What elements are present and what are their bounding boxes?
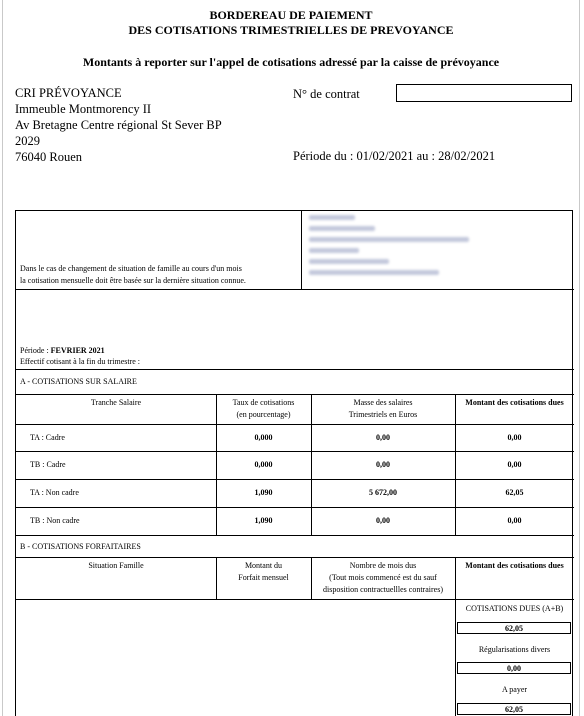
payer-label: A payer bbox=[501, 685, 528, 694]
regul-value: 0,00 bbox=[457, 662, 571, 674]
row-masse: 0,00 bbox=[376, 433, 390, 442]
col-tranche-header: Tranche Salaire bbox=[90, 398, 142, 407]
row-masse: 0,00 bbox=[376, 516, 390, 525]
table-row bbox=[16, 479, 574, 507]
redacted-employer-address bbox=[301, 211, 573, 289]
divider bbox=[16, 535, 574, 536]
row-tranche: TB : Cadre bbox=[30, 460, 66, 469]
table-row bbox=[16, 424, 574, 451]
row-taux: 0,000 bbox=[254, 460, 273, 469]
divider bbox=[16, 557, 574, 558]
section-b-title: B - COTISATIONS FORFAITAIRES bbox=[20, 542, 141, 551]
table-row bbox=[16, 507, 574, 535]
divider bbox=[16, 289, 574, 290]
contrat-label: N° de contrat bbox=[293, 87, 360, 101]
doc-title-line1: BORDEREAU DE PAIEMENT bbox=[209, 8, 373, 22]
col-mois-header bbox=[311, 560, 455, 596]
col-montant-header: Montant des cotisations dues bbox=[465, 398, 564, 407]
table-row bbox=[16, 451, 574, 479]
row-tranche: TA : Cadre bbox=[30, 433, 65, 442]
row-taux: 1,090 bbox=[254, 488, 273, 497]
caisse-line3: Av Bretagne Centre régional St Sever BP bbox=[15, 118, 222, 132]
dues-value: 62,05 bbox=[457, 622, 571, 634]
row-masse: 5 672,00 bbox=[369, 488, 397, 497]
row-montant: 0,00 bbox=[507, 460, 522, 469]
caisse-name: CRI PRÉVOYANCE bbox=[15, 86, 122, 100]
row-montant: 0,00 bbox=[507, 433, 522, 442]
notice-line2: la cotisation mensuelle doit être basée sur la dernière situation connue. bbox=[20, 276, 246, 285]
row-taux: 1,090 bbox=[254, 516, 273, 525]
section-a-title: A - COTISATIONS SUR SALAIRE bbox=[20, 377, 137, 386]
doc-title-line2: DES COTISATIONS TRIMESTRIELLES DE PREVOYANCE bbox=[128, 23, 454, 37]
col-forfait-header bbox=[216, 560, 311, 584]
notice-text bbox=[20, 263, 298, 287]
row-masse: 0,00 bbox=[376, 460, 390, 469]
row-tranche: TB : Non cadre bbox=[30, 516, 80, 525]
col-taux-header bbox=[216, 397, 311, 421]
row-taux: 0,000 bbox=[254, 433, 273, 442]
row-tranche: TA : Non cadre bbox=[30, 488, 79, 497]
periode-header: Période du : 01/02/2021 au : 28/02/2021 bbox=[293, 149, 496, 163]
notice-line1: Dans le cas de changement de situation de famille au cours d'un mois bbox=[20, 264, 242, 273]
periode-value: FEVRIER 2021 bbox=[50, 346, 105, 355]
document-page bbox=[2, 0, 580, 716]
divider bbox=[16, 394, 574, 395]
caisse-line2: Immeuble Montmorency II bbox=[15, 102, 152, 116]
effectif-label: Effectif cotisant à la fin du trimestre : bbox=[20, 357, 141, 366]
regul-label: Régularisations divers bbox=[478, 645, 551, 654]
col-taux-header-l2: (en pourcentage) bbox=[236, 410, 291, 419]
col-mois-header-l3: disposition contractuellles contraires) bbox=[323, 585, 443, 594]
dues-label: COTISATIONS DUES (A+B) bbox=[465, 604, 564, 613]
col-masse-header-l1: Masse des salaires bbox=[353, 398, 413, 407]
divider bbox=[16, 599, 574, 600]
divider bbox=[16, 369, 574, 370]
col-masse-header bbox=[311, 397, 455, 421]
col-mois-header-l1: Nombre de mois dus bbox=[349, 561, 417, 570]
col-forfait-header-l2: Forfait mensuel bbox=[238, 573, 289, 582]
periode-label: Période : bbox=[20, 346, 51, 355]
contrat-field[interactable] bbox=[396, 84, 572, 102]
col-mois-header-l2: (Tout mois commencé est du sauf bbox=[329, 573, 437, 582]
payer-value: 62,05 bbox=[457, 703, 571, 715]
caisse-line5: 76040 Rouen bbox=[15, 150, 83, 164]
doc-subtitle: Montants à reporter sur l'appel de cotisations adressé par la caisse de prévoyance bbox=[82, 55, 500, 69]
divider bbox=[455, 599, 456, 716]
col-situation-header: Situation Famille bbox=[88, 561, 144, 570]
col-forfait-header-l1: Montant du bbox=[244, 561, 283, 570]
caisse-address bbox=[15, 85, 222, 165]
caisse-line4: 2029 bbox=[15, 134, 40, 148]
cotisations-frame bbox=[15, 210, 573, 716]
col-taux-header-l1: Taux de cotisations bbox=[232, 398, 295, 407]
row-montant: 62,05 bbox=[505, 488, 524, 497]
col-masse-header-l2: Trimestriels en Euros bbox=[348, 410, 418, 419]
col-montant-b-header: Montant des cotisations dues bbox=[465, 561, 564, 570]
row-montant: 0,00 bbox=[507, 516, 522, 525]
